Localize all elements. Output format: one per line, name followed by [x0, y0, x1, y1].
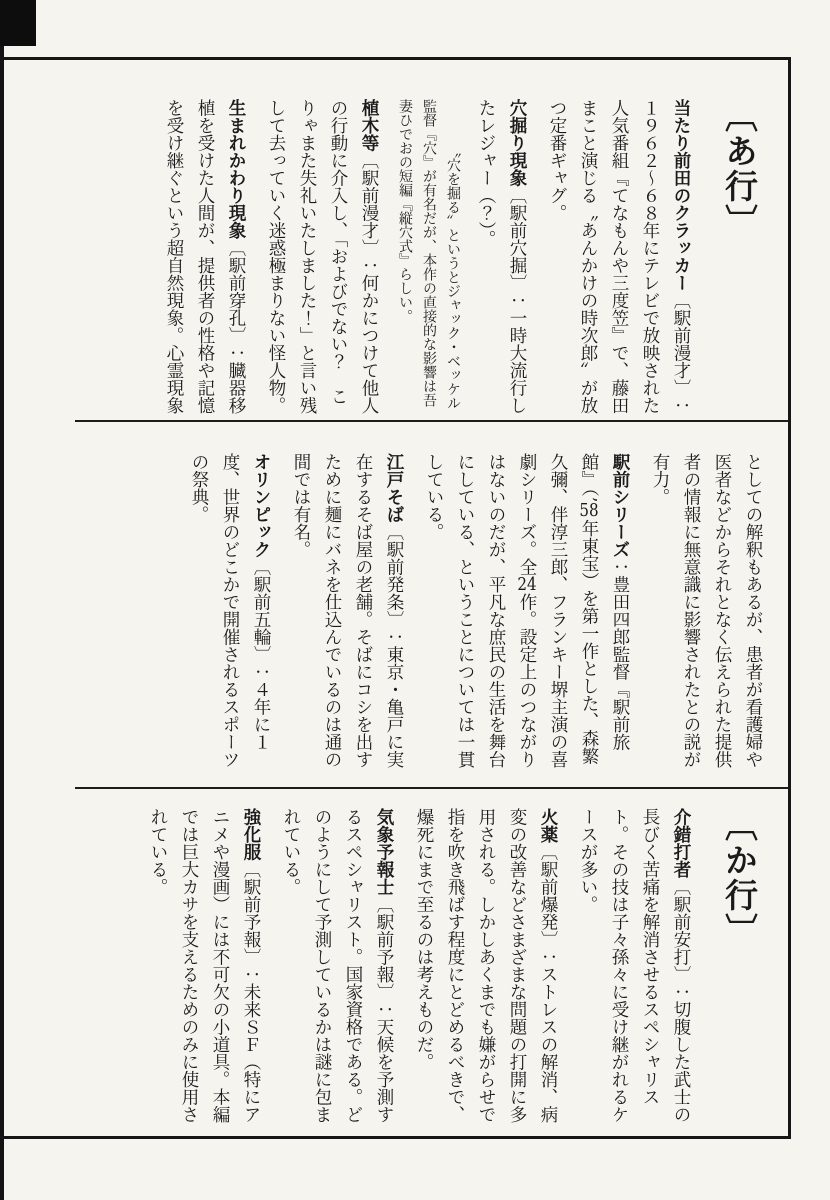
entry	[572, 808, 696, 1123]
entry-source-tag: 〔駅前爆発〕：	[538, 843, 558, 966]
entry-continuation	[644, 453, 768, 768]
entry-source-tag: ：	[610, 558, 630, 576]
section-a-gyou	[60, 99, 768, 414]
tate-chu-yoko-digits: 24	[517, 575, 537, 593]
entry	[541, 99, 696, 414]
entry-term: オリンピック	[251, 453, 271, 558]
entry-body-text: 何かにつけて他人の行動に介入し、「およびでない？ こりゃまた失礼いたしました！」と言い残して去っていく迷惑極まりない怪人物。	[266, 99, 379, 414]
entry-body-text: としての解釈もあるが、患者が看護婦や医者などからそれとなく伝えられた提供者の情報に無意識に影響されたとの説が有力。	[650, 453, 763, 768]
tate-chu-yoko-digits: 58	[579, 502, 599, 520]
entry-term: 当たり前田のクラッカー	[671, 99, 691, 292]
entry-body-text: ４年に１度、世界のどこかで開催されるスポーツの祭典。	[189, 453, 271, 768]
entry-term: 穴掘り現象	[507, 99, 527, 187]
entry-note: 〝穴を掘る〟というとジャック・ベッケル監督『穴』が有名だが、本作の直接的な影響は吾妻ひでおの短編『縦穴式』らしい。	[397, 99, 461, 410]
entry-source-tag: 〔駅前穴掘〕：	[507, 186, 527, 309]
entry-term: 江戸そば	[384, 453, 404, 523]
entry-source-tag: 〔駅前安打〕：	[671, 878, 691, 1001]
entry	[260, 99, 384, 414]
entry-body-text: 作。設定上のつながりはないのだが、平凡な庶民の生活を舞台にしている、ということについては一貫している。	[424, 453, 537, 768]
entry	[183, 453, 276, 768]
entry	[408, 808, 563, 1123]
entry-body-text: 一時大流行したレジャー（？）。	[476, 99, 527, 414]
entry-body-text: 豊田四郎監督『駅前旅館』（’	[579, 453, 630, 751]
entry-body-text: 東京・亀戸に実在するそば屋の老舗。そばにコシを出すために麺にバネを仕込んでいるのは通の間では有名。	[291, 453, 404, 768]
section-divider-2	[75, 787, 788, 789]
section-a-gyou-continued	[60, 453, 768, 768]
entry-body-text: １９６２～６８年にテレビで放映された人気番組『てなもんや三度笠』で、藤田まこと演じる〝あんかけの時次郎〟が放つ定番ギャグ。	[547, 99, 660, 414]
row-header-a-gyou: 〔あ行〕	[720, 99, 759, 239]
entry-source-tag: 〔駅前予報〕：	[241, 860, 261, 983]
entry	[142, 808, 266, 1123]
entry-term: 火薬	[538, 808, 558, 843]
entry	[418, 453, 635, 768]
entry-body-text: ストレスの解消、病変の改善などさまざまな問題の打開に多用される。しかしあくまでも嫌がらせで指を吹き飛ばす程度にとどめるべきで、爆死にまで至るのは考えものだ。	[414, 808, 558, 1123]
entry-term: 気象予報士	[374, 808, 394, 896]
row-header-ka-gyou: 〔か行〕	[720, 808, 759, 948]
scan-corner-mark	[0, 0, 36, 46]
entry-source-tag: 〔駅前発条〕：	[384, 523, 404, 646]
entry-term: 植木等	[359, 99, 379, 152]
entry-body-text: 年東宝）を第一作とした、森繁久彌、伴淳三郎、フランキー堺主演の喜劇シリーズ。全	[517, 453, 599, 768]
entry-body-text: 臓器移植を受けた人間が、提供者の性格や記憶を受け継ぐという超自然現象。心霊現象	[164, 99, 246, 414]
entry-source-tag: 〔駅前予報〕：	[374, 895, 394, 1018]
entry-source-tag: 〔駅前漫才〕：	[359, 151, 379, 274]
entry-term: 生まれかわり現象	[226, 99, 246, 239]
entry-term: 介錯打者	[671, 808, 691, 878]
entry	[285, 453, 409, 768]
entry-body-text: 未来ＳＦ（特にアニメや漫画）には不可欠の小道具。本編では巨大カサを支えるためのみに使用されている。	[148, 808, 261, 1123]
entry-source-tag: 〔駅前漫才〕：	[671, 291, 691, 414]
entry-term: 駅前シリーズ	[610, 453, 630, 558]
entry	[393, 99, 532, 414]
entry-term: 強化服	[241, 808, 261, 861]
entry-source-tag: 〔駅前穿孔〕：	[226, 239, 246, 362]
entry	[158, 99, 251, 414]
entry-body-text: 天候を予測するスペシャリスト。国家資格である。どのようにして予測しているかは謎に包まれている。	[281, 808, 394, 1123]
entry	[275, 808, 399, 1123]
entry-body-text: 切腹した武士の長びく苦痛を解消させるスペシャリスト。その技は子々孫々に受け継がれるケースが多い。	[578, 808, 691, 1123]
section-divider-1	[75, 420, 788, 422]
section-ka-gyou	[60, 808, 768, 1123]
entry-source-tag: 〔駅前五輪〕：	[251, 558, 271, 681]
